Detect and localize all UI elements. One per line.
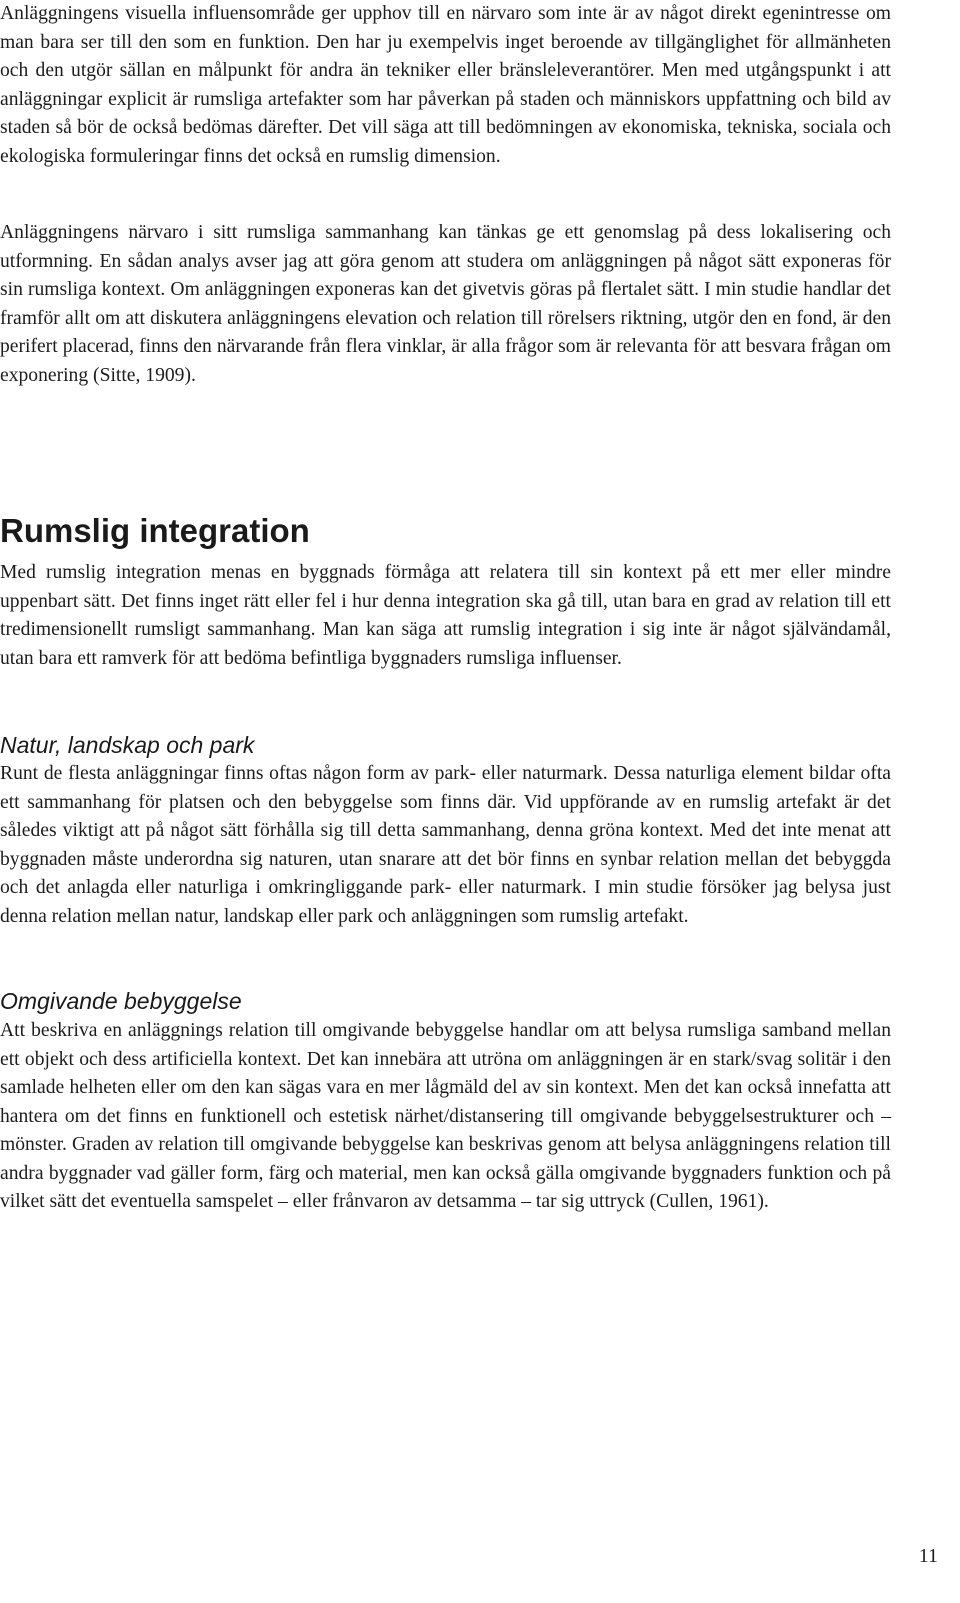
section-heading-rumslig-integration: Rumslig integration (0, 512, 310, 549)
subheading-natur-landskap-park: Natur, landskap och park (0, 732, 255, 758)
subheading-omgivande-bebyggelse: Omgivande bebyggelse (0, 988, 242, 1014)
paragraph-natur-landskap-park: Runt de flesta anläggningar finns oftas någon form av park- eller naturmark. Dessa naturliga element bildar ofta ett sammanhang för platsen och den bebyggelse som finns där. Vid uppförande av en rumslig artefakt är det således viktigt att på något sätt förhålla sig till detta sammanhang, denna gröna kontext. Med det inte menat att byggnaden måste underordna sig naturen, utan snarare att det bör finns en synbar relation mellan det bebyggda och det anlagda eller naturliga i omkringliggande park- eller naturmark. I min studie försöker jag belysa just denna relation mellan natur, landskap eller park och anläggningen som rumslig artefakt. (0, 763, 891, 927)
paragraph-spatial-presence: Anläggningens närvaro i sitt rumsliga sammanhang kan tänkas ge ett genomslag på dess lokalisering och utformning. En sådan analys avser jag att göra genom att studera om anläggningen på något sätt exponeras för sin rumsliga kontext. Om anläggningen exponeras kan det givetvis göras på flertalet sätt. I min studie handlar det framför allt om att diskutera anläggningens elevation och relation till rörelsers riktning, utgör den en fond, är den perifert placerad, finns den närvarande från flera vinklar, är alla frågor som är relevanta för att besvara frågan om exponering (Sitte, 1909). (0, 222, 891, 386)
page-number: 11 (918, 1545, 938, 1567)
paragraph-visual-influence: Anläggningens visuella influensområde ger upphov till en närvaro som inte är av något direkt egenintresse om man bara ser till den som en funktion. Den har ju exempelvis inget beroende av tillgänglighet för allmänheten och den utgör sällan en målpunkt för andra än tekniker eller bränsleleverantörer. Men med utgångspunkt i att anläggningar explicit är rumsliga artefakter som har påverkan på staden och människors uppfattning och bild av staden så bör de också bedömas därefter. Det vill säga att till bedömningen av ekonomiska, tekniska, sociala och ekologiska formuleringar finns det också en rumslig dimension. (0, 3, 891, 167)
paragraph-omgivande-bebyggelse: Att beskriva en anläggnings relation till omgivande bebyggelse handlar om att belysa rumsliga samband mellan ett objekt och dess artificiella kontext. Det kan innebära att utröna om anläggningen är en stark/svag solitär i den samlade helheten eller om den kan sägas vara en mer lågmäld del av sin kontext. Men det kan också innefatta att hantera om det finns en funktionell och estetisk närhet/distansering till omgivande bebyggelsestrukturer och –mönster. Graden av relation till omgivande bebyggelse kan beskrivas genom att belysa anläggningens relation till andra byggnader vad gäller form, färg och material, men kan också gälla omgivande byggnaders funktion och på vilket sätt det eventuella samspelet – eller frånvaron av detsamma – tar sig uttryck (Cullen, 1961). (0, 1020, 891, 1212)
paragraph-rumslig-integration: Med rumslig integration menas en byggnads förmåga att relatera till sin kontext på ett mer eller mindre uppenbart sätt. Det finns inget rätt eller fel i hur denna integration ska gå till, utan bara en grad av relation till ett tredimensionellt rumsligt sammanhang. Man kan säga att rumslig integration i sig inte är något självändamål, utan bara ett ramverk för att bedöma befintliga byggnaders rumsliga influenser. (0, 562, 891, 669)
